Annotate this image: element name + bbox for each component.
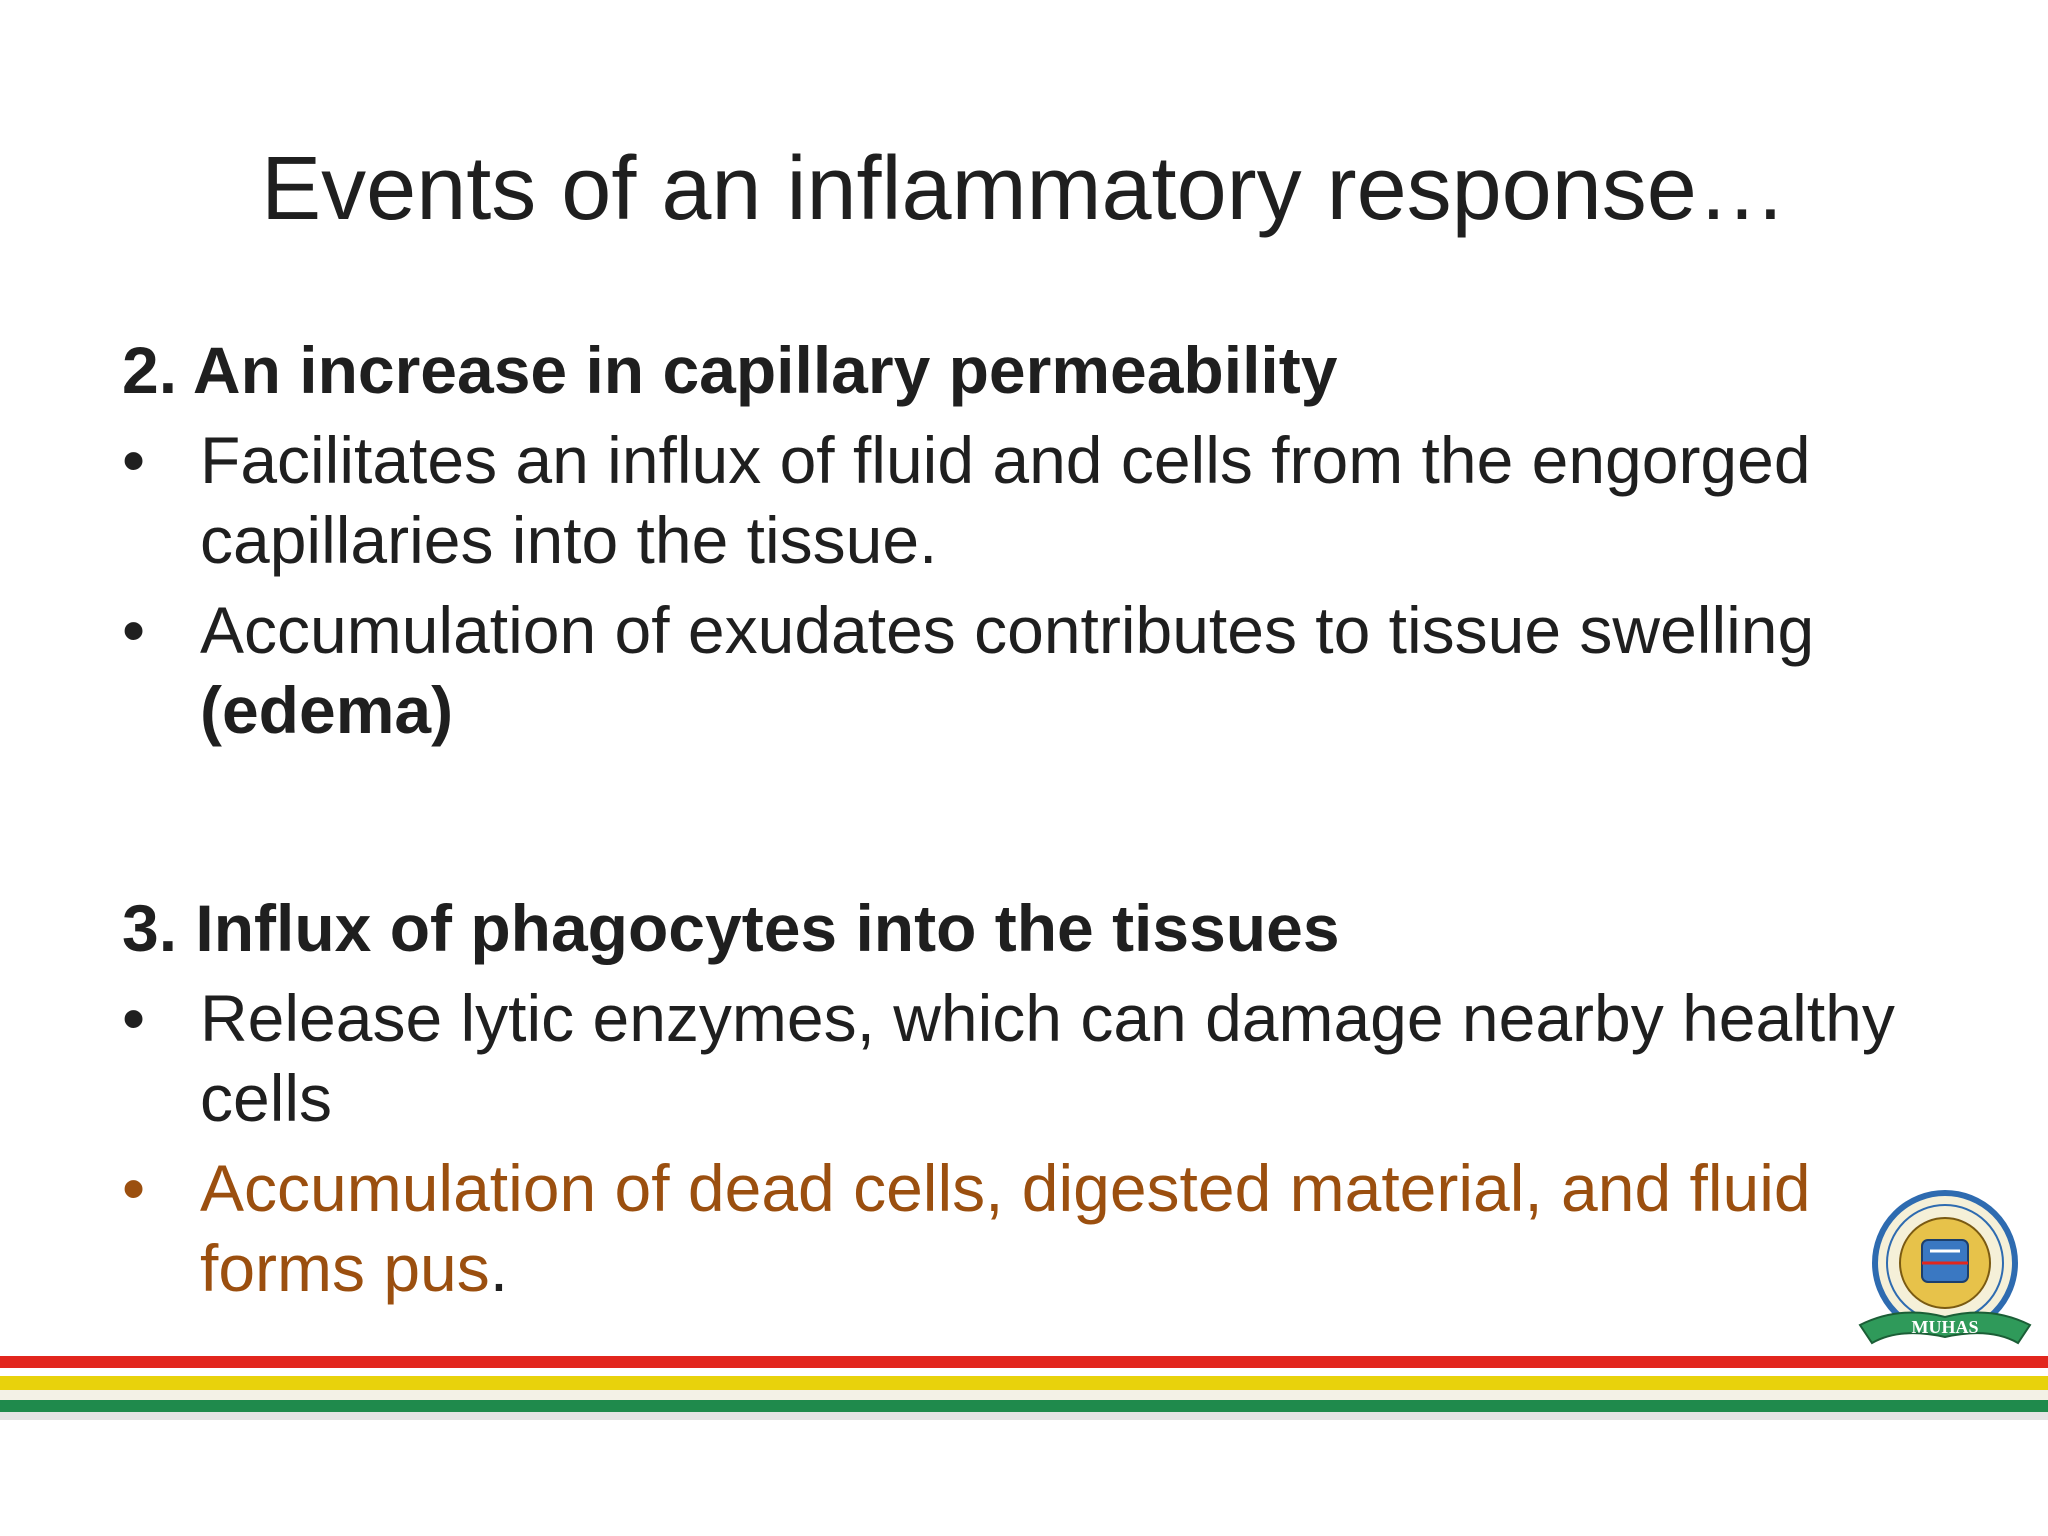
- section-phagocyte-influx: [122, 888, 1922, 1308]
- bullet-text: Release lytic enzymes, which can damage nearby healthy cells: [200, 981, 1895, 1135]
- bullet-item-highlighted: [122, 1148, 1922, 1308]
- stripe-yellow: [0, 1376, 2048, 1390]
- section-capillary-permeability: [122, 330, 1922, 750]
- bullet-list: [122, 978, 1922, 1308]
- bullet-text: Accumulation of exudates contributes to tissue swelling: [200, 593, 1815, 667]
- stripe-green: [0, 1400, 2048, 1412]
- bullet-dot: •: [122, 981, 146, 1055]
- bullet-text: Accumulation of dead cells, digested material, and fluid forms pus: [200, 1151, 1811, 1305]
- bullet-period: .: [489, 1231, 509, 1305]
- bullet-text: Facilitates an influx of fluid and cells from the engorged capillaries into the tissue.: [200, 423, 1811, 577]
- bullet-item: [122, 420, 1922, 580]
- slide-title: Events of an inflammatory response…: [261, 139, 1787, 239]
- logo-label: MUHAS: [1911, 1317, 1979, 1337]
- muhas-logo: [1850, 1185, 2040, 1365]
- bullet-item: [122, 978, 1922, 1138]
- stripe-red: [0, 1356, 2048, 1368]
- stripe-grey: [0, 1412, 2048, 1420]
- section-heading: 3. Influx of phagocytes into the tissues: [122, 891, 1340, 965]
- bullet-dot: •: [122, 423, 146, 497]
- stripe-cream: [0, 1390, 2048, 1400]
- stripe-gap: [0, 1368, 2048, 1376]
- bullet-item: [122, 590, 1922, 750]
- bullet-dot: •: [122, 593, 146, 667]
- bullet-list: [122, 420, 1922, 750]
- bullet-dot: •: [122, 1151, 146, 1225]
- bullet-emphasis: (edema): [200, 673, 454, 747]
- section-heading: 2. An increase in capillary permeability: [122, 333, 1338, 407]
- logo-seal-icon: [1850, 1185, 2040, 1365]
